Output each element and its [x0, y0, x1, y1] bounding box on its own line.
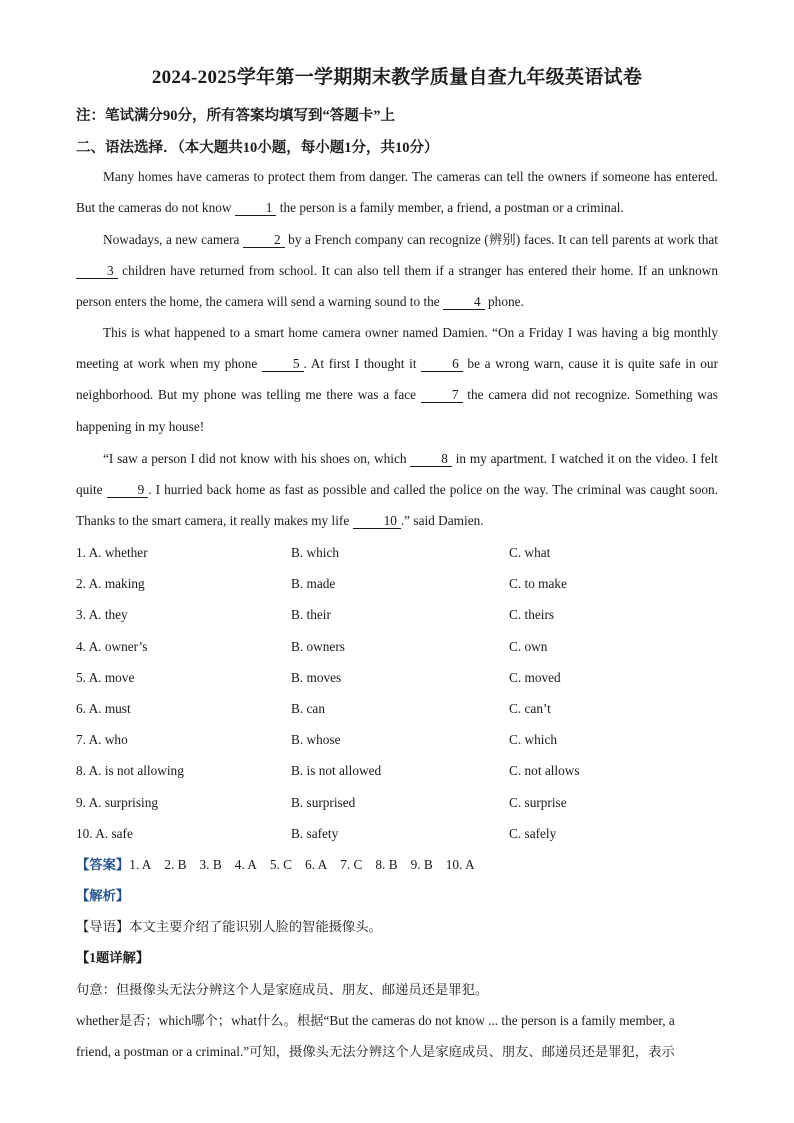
passage-text: “I saw a person I did not know with his shoes on, which [103, 451, 411, 466]
blank-9: 9 [107, 482, 149, 498]
blank-4: 4 [443, 294, 485, 310]
option-a: 1. A. whether [76, 545, 148, 560]
passage-text: the camera did not recognize. Something was happening in my house! [76, 387, 718, 434]
answer-tag: 【答案】 [76, 857, 130, 872]
option-c: C. surprise [509, 794, 567, 810]
option-row [76, 787, 726, 818]
option-row [76, 818, 726, 849]
option-b: B. surprised [291, 794, 356, 810]
passage-text: This is what happened to a smart home camera owner named Damien. “On a Friday I was having a big monthly meeting at work when my phone [76, 325, 718, 372]
option-a: 7. A. who [76, 732, 128, 748]
option-c: C. can’t [509, 700, 551, 716]
section-heading: 二、语法选择．（本大题共10小题，每小题1分，共10分） [76, 140, 439, 156]
option-c: C. to make [509, 576, 567, 592]
blank-1: 1 [235, 200, 277, 216]
option-b: B. which [291, 545, 340, 560]
option-row [76, 599, 726, 630]
option-c: C. moved [509, 669, 561, 685]
guide-text: 【导语】本文主要介绍了能识别人脸的智能摄像头。 [76, 919, 382, 934]
option-a: 2. A. making [76, 576, 145, 592]
passage-paragraph-2 [76, 224, 718, 318]
option-row [76, 568, 726, 599]
option-b: B. owners [291, 638, 345, 654]
option-c: C. safely [509, 825, 557, 841]
passage-text: by a French company can recognize (辨别) faces. It can tell parents at work that [284, 232, 718, 247]
option-a: 4. A. owner’s [76, 638, 148, 654]
blank-7: 7 [421, 387, 463, 403]
option-c: C. what [509, 545, 551, 560]
option-row [76, 631, 726, 662]
passage-text: . I hurried back home as fast as possible and called the police on the way. The criminal was caught soon. Thanks to the smart camera, it really makes my life [76, 482, 718, 529]
option-b: B. made [291, 576, 336, 592]
option-a: 8. A. is not allowing [76, 763, 184, 779]
blank-2: 2 [243, 232, 285, 248]
passage-text: the person is a family member, a friend, a postman or a criminal. [276, 200, 624, 216]
answer-item: 3. B [199, 857, 222, 872]
sentence-meaning: 句意：但摄像头无法分辨这个人是家庭成员、朋友、邮递员还是罪犯。 [76, 982, 489, 997]
option-row [76, 755, 726, 786]
option-b: B. whose [291, 732, 341, 748]
answer-item: 10. A [445, 857, 475, 872]
option-a: 6. A. must [76, 700, 131, 716]
exam-note: 注：笔试满分90分，所有答案均填写到“答题卡”上 [76, 108, 395, 124]
passage-paragraph-1 [76, 161, 718, 223]
passage-paragraph-3 [76, 317, 718, 442]
blank-3: 3 [76, 263, 118, 279]
option-a: 3. A. they [76, 607, 128, 623]
explanation-line-2: friend, a postman or a criminal.”可知，摄像头无法分辨这个人是家庭成员、朋友、邮递员还是罪犯，表示 [76, 1044, 675, 1059]
passage-text: Nowadays, a new camera [103, 232, 243, 247]
blank-10: 10 [353, 513, 401, 529]
option-b: B. their [291, 607, 331, 623]
answer-item: 9. B [410, 857, 433, 872]
option-b: B. moves [291, 669, 342, 685]
option-c: C. theirs [509, 607, 555, 623]
option-a: 9. A. surprising [76, 794, 159, 810]
passage-text: . At first I thought it [303, 356, 422, 372]
answer-item: 4. A [234, 857, 257, 872]
passage-text: in my apartment. I watched it on the video. I felt quite [76, 451, 718, 498]
passage-text: Many homes have cameras to protect them from danger. The cameras can tell the owners if someone has entered. But the cameras do not know [76, 169, 718, 216]
answer-item: 2. B [164, 857, 187, 872]
option-b: B. safety [291, 825, 339, 841]
analysis-tag: 【解析】 [76, 888, 130, 903]
option-b: B. can [291, 700, 325, 716]
passage-text: phone. [484, 294, 524, 310]
answer-item: 8. B [375, 857, 398, 872]
passage-text: children have returned from school. It can also tell them if a stranger has entered their home. If an unknown person enters the home, the camera will send a warning sound to the [76, 263, 718, 310]
answer-item: 6. A [305, 857, 328, 872]
page-title: 2024-2025学年第一学期期末教学质量自查九年级英语试卷 [151, 67, 643, 88]
option-row [76, 662, 726, 693]
passage-text: be a wrong warn, cause it is quite safe in our neighborhood. But my phone was telling me there was a face [76, 356, 719, 403]
option-c: C. own [509, 638, 548, 654]
detail-tag: 【1题详解】 [76, 950, 150, 965]
answer-item: 1. A [129, 857, 152, 872]
option-a: 5. A. move [76, 669, 135, 685]
option-c: C. which [509, 732, 558, 748]
option-c: C. not allows [509, 763, 580, 779]
answer-item: 7. C [340, 857, 363, 872]
passage-text: .” said Damien. [400, 513, 484, 529]
option-row [76, 537, 726, 568]
blank-5: 5 [262, 356, 304, 372]
explanation-line-1: whether是否；which哪个；what什么。根据“But the cameras do not know ... the person is a family member, a [76, 1013, 675, 1028]
option-a: 10. A. safe [76, 825, 133, 841]
answer-key [76, 849, 488, 880]
option-b: B. is not allowed [291, 763, 382, 779]
blank-8: 8 [410, 451, 452, 467]
option-row [76, 724, 726, 755]
answer-item: 5. C [269, 857, 293, 872]
option-row [76, 693, 726, 724]
passage-paragraph-4 [76, 443, 718, 537]
options-list [76, 537, 726, 849]
blank-6: 6 [421, 356, 463, 372]
